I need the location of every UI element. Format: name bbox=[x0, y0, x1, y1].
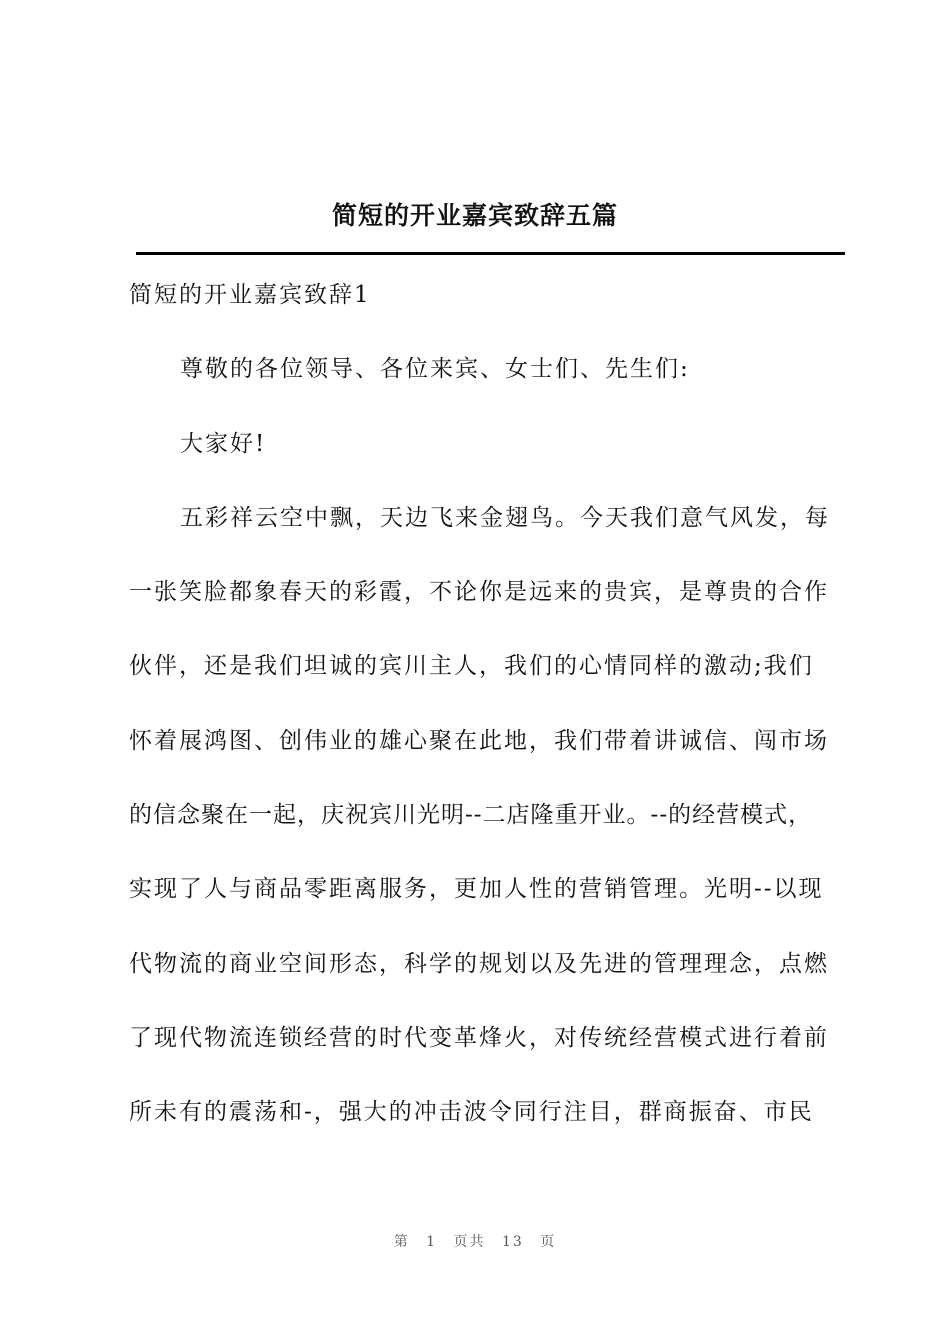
document-title: 简短的开业嘉宾致辞五篇 bbox=[331, 201, 618, 230]
body-line: 代物流的商业空间形态，科学的规划以及先进的管理理念，点燃 bbox=[129, 951, 829, 977]
body-line: 五彩祥云空中飘，天边飞来金翅鸟。今天我们意气风发，每 bbox=[180, 505, 830, 531]
body-line: 了现代物流连锁经营的时代变革烽火，对传统经营模式进行着前 bbox=[129, 1025, 829, 1051]
body-line: 一张笑脸都象春天的彩霞，不论你是远来的贵宾，是尊贵的合作 bbox=[129, 579, 829, 605]
body-line: 实现了人与商品零距离服务，更加人性的营销管理。光明--以现 bbox=[129, 876, 824, 902]
body-line: 伙伴，还是我们坦诚的宾川主人，我们的心情同样的激动;我们 bbox=[129, 653, 814, 679]
greeting-line: 大家好! bbox=[180, 431, 267, 457]
body-line: 怀着展鸿图、创伟业的雄心聚在此地，我们带着讲诚信、闯市场 bbox=[129, 728, 829, 754]
title-divider bbox=[136, 252, 845, 255]
page-number-footer: 第 1 页共 13 页 bbox=[393, 1234, 557, 1250]
salutation-line: 尊敬的各位领导、各位来宾、女士们、先生们: bbox=[180, 356, 690, 382]
section-heading: 简短的开业嘉宾致辞1 bbox=[129, 282, 371, 308]
body-line: 所未有的震荡和-，强大的冲击波令同行注目，群商振奋、市民 bbox=[129, 1099, 814, 1125]
body-line: 的信念聚在一起，庆祝宾川光明--二店隆重开业。--的经营模式， bbox=[129, 802, 813, 828]
